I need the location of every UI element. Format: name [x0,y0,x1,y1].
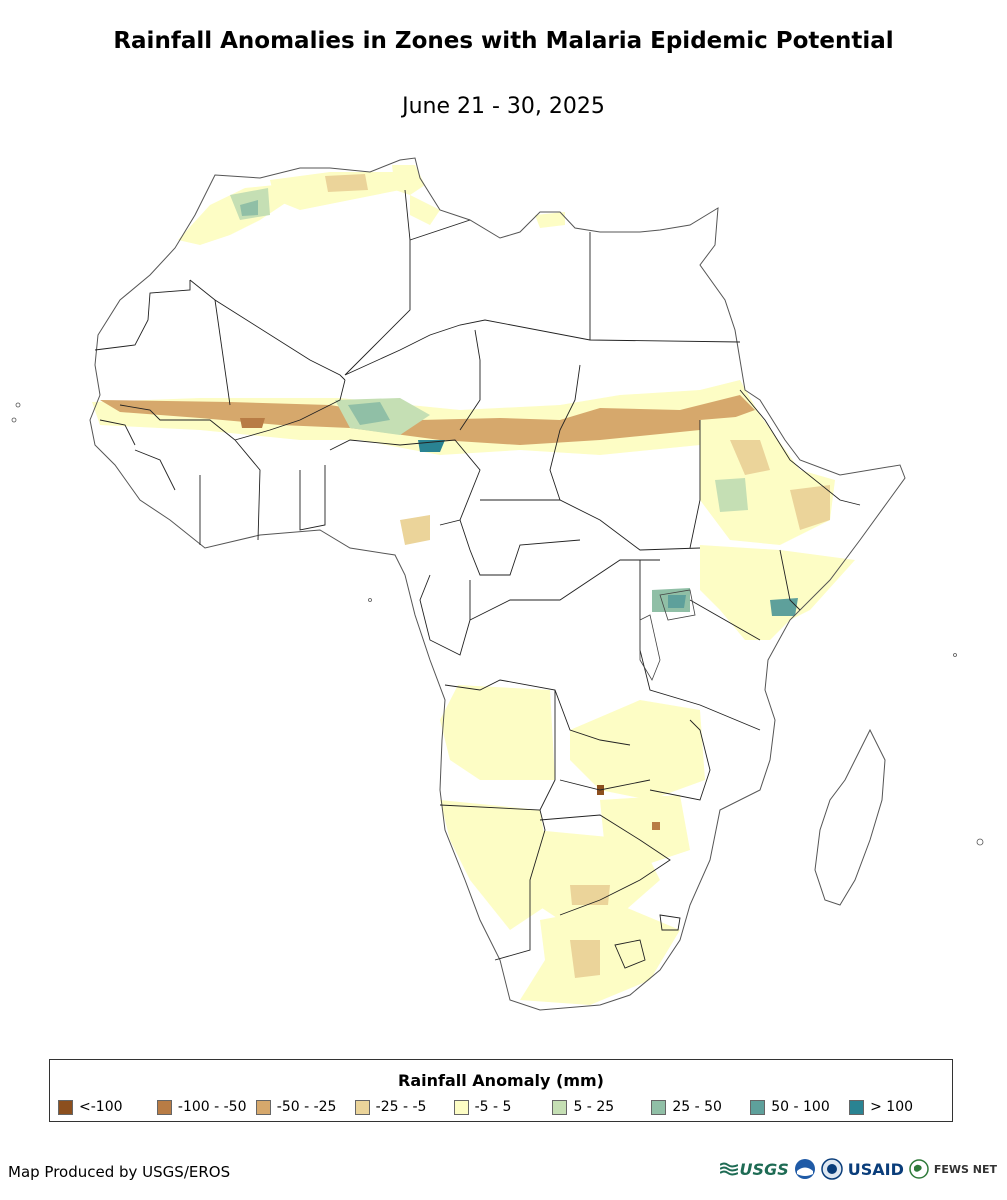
zone-tunisia [392,165,425,195]
legend-label: 50 - 100 [771,1099,830,1115]
map-credit: Map Produced by USGS/EROS [8,1163,231,1181]
legend-label: 5 - 25 [573,1099,615,1115]
zone-sa-dry [570,940,600,978]
usgs-logo [720,1160,789,1179]
legend-item [552,1099,651,1115]
lake-tanganyika [640,615,660,680]
zone-zambia-malawi [570,700,705,800]
legend-item [157,1099,256,1115]
zone-ethiopia-wet [715,478,748,512]
anomaly-zones [92,165,855,1005]
zone-libya-east [535,212,565,228]
fews-net-text: FEWS NET [933,1162,997,1176]
africa-map [0,150,1007,1040]
legend-label: > 100 [870,1099,914,1115]
legend-swatch [849,1100,864,1115]
zone-kenya-coast-wet [770,598,798,616]
legend-item [355,1099,454,1115]
zone-west-africa-south [400,515,430,545]
map-legend [49,1059,953,1122]
legend-swatch [750,1100,765,1115]
nasa-seal-icon [821,1158,843,1180]
zone-angola [440,685,555,780]
zone-zimbabwe-deficit [652,822,660,830]
legend-item [58,1099,157,1115]
legend-swatch [256,1100,271,1115]
legend-item [750,1099,849,1115]
zone-north-dry [325,174,368,192]
legend-item [454,1099,553,1115]
fews-net-globe-icon [909,1159,929,1179]
legend-label: -5 - 5 [474,1099,512,1115]
legend-label: 25 - 50 [672,1099,722,1115]
legend-swatch [355,1100,370,1115]
legend-swatch [58,1100,73,1115]
usgs-wave-icon [720,1162,738,1176]
legend-swatch [651,1100,666,1115]
legend-title: Rainfall Anomaly (mm) [398,1071,604,1090]
zone-east-africa [700,545,855,640]
map-title: Rainfall Anomalies in Zones with Malaria Epidemic Potential [113,28,894,54]
legend-item [849,1099,948,1115]
legend-items [58,1099,948,1115]
legend-label: <-100 [79,1099,123,1115]
legend-label: -100 - -50 [177,1099,247,1115]
map-subtitle: June 21 - 30, 2025 [402,94,605,119]
legend-label: -50 - -25 [276,1099,337,1115]
legend-item [651,1099,750,1115]
zone-botswana-dry [570,885,610,905]
zone-uganda-wet2 [668,595,686,608]
noaa-icon [794,1158,816,1180]
usgs-text: USGS [739,1159,789,1179]
partner-logos [720,1158,997,1180]
legend-swatch [454,1100,469,1115]
legend-item [256,1099,355,1115]
zone-mali-deficit [240,418,265,428]
legend-label: -25 - -5 [375,1099,427,1115]
zone-libya-coast [410,195,440,225]
usaid-logo: USAID [847,1159,904,1179]
legend-swatch [157,1100,172,1115]
legend-swatch [552,1100,567,1115]
madagascar-outline [815,730,885,905]
